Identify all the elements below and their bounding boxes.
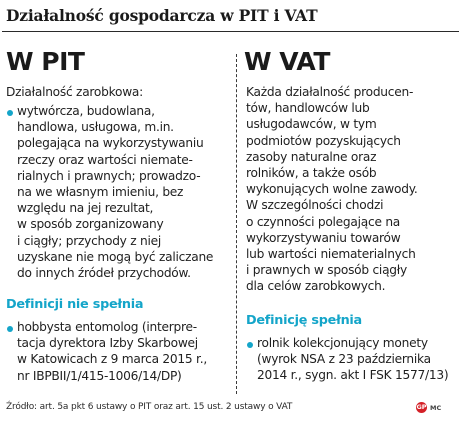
pit-example-text — [17, 319, 207, 384]
source-note: Źródło: art. 5a pkt 6 ustawy o PIT oraz art. 15 ust. 2 ustawy o VAT — [6, 402, 293, 412]
vat-line: wykorzystywaniu towarów — [246, 230, 401, 245]
pit-line: w sposób zorganizowany — [17, 217, 164, 232]
vat-line: zasoby naturalne oraz — [246, 149, 377, 164]
logo-text: MC — [430, 403, 442, 412]
vat-line: W szczególności chodzi — [246, 198, 384, 213]
vat-line: lub wartości niematerialnych — [246, 247, 416, 262]
vat-line: rolników, a także osób — [246, 166, 377, 181]
pit-line: polegająca na wykorzystywaniu — [17, 136, 204, 151]
column-divider — [236, 54, 237, 394]
pit-example-line: nr IBPBII/1/415-1006/14/DP) — [17, 368, 182, 383]
vat-line: Każda działalność producen- — [246, 85, 414, 99]
vat-line: podmiotów pozyskujących — [246, 133, 401, 148]
vat-subheading: Definicję spełnia — [246, 313, 362, 328]
logo-mark-icon: GP — [416, 403, 427, 412]
pit-line: wytwórcza, budowlana, — [17, 104, 155, 118]
title-rule — [2, 31, 459, 32]
pit-line: na we własnym imieniu, bez — [17, 185, 184, 200]
vat-example-line: 2014 r., sygn. akt I FSK 1577/13) — [257, 368, 449, 383]
pit-example-line: w Katowicach z 9 marca 2015 r., — [17, 352, 207, 367]
pit-line: handlowa, usługowa, m.in. — [17, 120, 174, 135]
vat-line: i prawnych w sposób ciągły — [246, 263, 407, 278]
vat-example-text — [257, 335, 448, 384]
vat-example-line: rolnik kolekcjonujący monety — [257, 336, 428, 350]
pit-example-bullet-icon — [7, 326, 13, 332]
pit-line: rialnych i prawnych; prowadzo- — [17, 168, 201, 183]
publisher-logo — [416, 402, 441, 413]
vat-example-bullet-icon — [247, 342, 253, 348]
vat-line: wykonujących wolne zawody. — [246, 182, 418, 197]
pit-line: względu na jej rezultat, — [17, 201, 154, 216]
vat-example-line: (wyrok NSA z 23 października — [257, 352, 431, 367]
vat-line: usługodawców, w tym — [246, 117, 377, 132]
pit-line: rzeczy oraz wartości niemate- — [17, 152, 193, 167]
vat-definition-text — [246, 84, 418, 295]
pit-line: uzyskane nie mogą być zaliczane — [17, 249, 214, 264]
vat-line: tów, handlowców lub — [246, 101, 370, 116]
page-title: Działalność gospodarcza w PIT i VAT — [6, 6, 318, 25]
vat-heading: W VAT — [244, 47, 330, 76]
pit-definition-text — [17, 103, 213, 281]
pit-heading: W PIT — [6, 47, 85, 76]
pit-bullet-icon — [7, 110, 13, 116]
pit-subheading: Definicji nie spełnia — [6, 297, 144, 312]
pit-example-line: tacja dyrektora Izby Skarbowej — [17, 336, 198, 351]
pit-line: i ciągły; przychody z niej — [17, 233, 162, 248]
pit-line: do innych źródeł przychodów. — [17, 266, 191, 281]
vat-line: dla celów zarobkowych. — [246, 279, 386, 294]
pit-intro: Działalność zarobkowa: — [6, 85, 143, 99]
vat-line: o czynności polegające na — [246, 214, 401, 229]
pit-example-line: hobbysta entomolog (interpre- — [17, 320, 197, 334]
